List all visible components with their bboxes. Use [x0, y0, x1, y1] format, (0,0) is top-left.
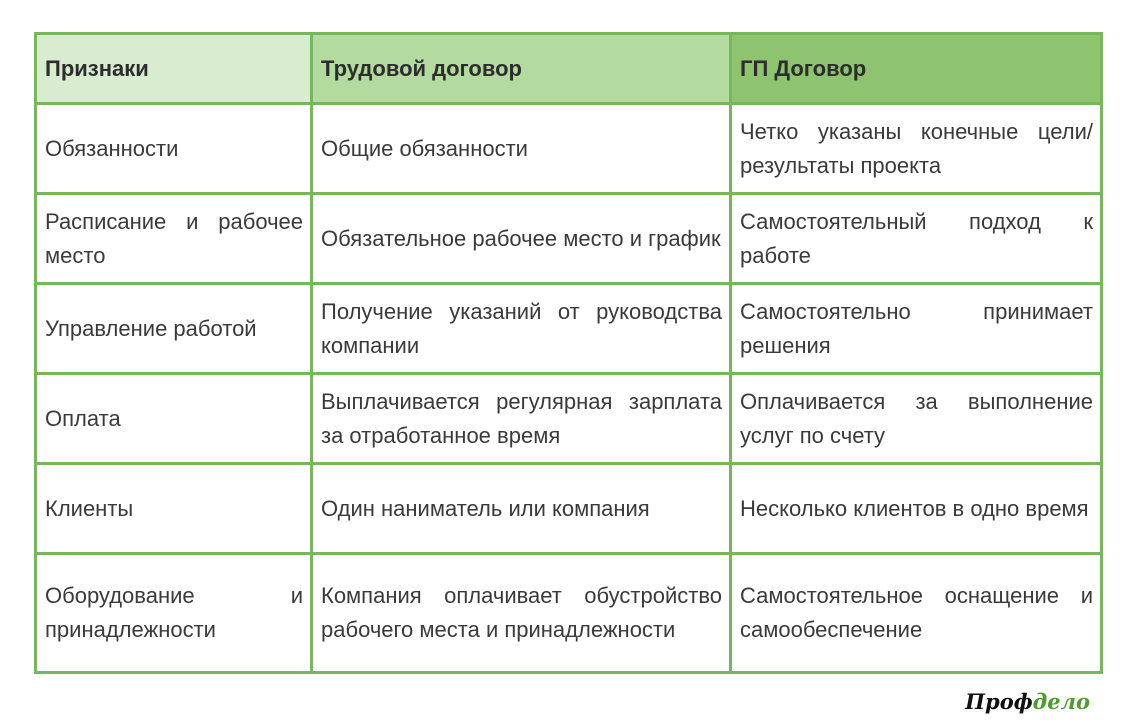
table-cell: Оборудование и принадлежности: [36, 554, 312, 673]
comparison-table: [34, 32, 1103, 674]
table-row: [36, 284, 1102, 374]
table-cell: Самостоятельно принимает решения: [731, 284, 1102, 374]
table-cell: Получение указаний от руководства компании: [312, 284, 731, 374]
table-cell: Один наниматель или компания: [312, 464, 731, 554]
header-civil-contract: ГП Договор: [731, 34, 1102, 104]
logo-text-part2: дело: [1032, 689, 1090, 714]
table-row: [36, 104, 1102, 194]
table-cell: Расписание и рабочее место: [36, 194, 312, 284]
table-cell: Оплачивается за выполнение услуг по счету: [731, 374, 1102, 464]
table-cell: Выплачивается регулярная зарплата за отработанное время: [312, 374, 731, 464]
logo-text-part1: Проф: [965, 689, 1033, 714]
table-cell: Обязательное рабочее место и график: [312, 194, 731, 284]
table-cell: Несколько клиентов в одно время: [731, 464, 1102, 554]
table-cell: Обязанности: [36, 104, 312, 194]
table-cell: Четко указаны конечные цели/результаты проекта: [731, 104, 1102, 194]
table-cell: Клиенты: [36, 464, 312, 554]
header-criteria: Признаки: [36, 34, 312, 104]
profdelo-logo: [965, 689, 1090, 714]
table-cell: Самостоятельное оснащение и самообеспечение: [731, 554, 1102, 673]
table-cell: Самостоятельный подход к работе: [731, 194, 1102, 284]
table-row: [36, 554, 1102, 673]
table-cell: Оплата: [36, 374, 312, 464]
table-cell: Управление работой: [36, 284, 312, 374]
table-row: [36, 374, 1102, 464]
header-employment-contract: Трудовой договор: [312, 34, 731, 104]
table-header-row: [36, 34, 1102, 104]
table-row: [36, 194, 1102, 284]
table-cell: Общие обязанности: [312, 104, 731, 194]
table-row: [36, 464, 1102, 554]
table-cell: Компания оплачивает обустройство рабочего места и принадлежности: [312, 554, 731, 673]
